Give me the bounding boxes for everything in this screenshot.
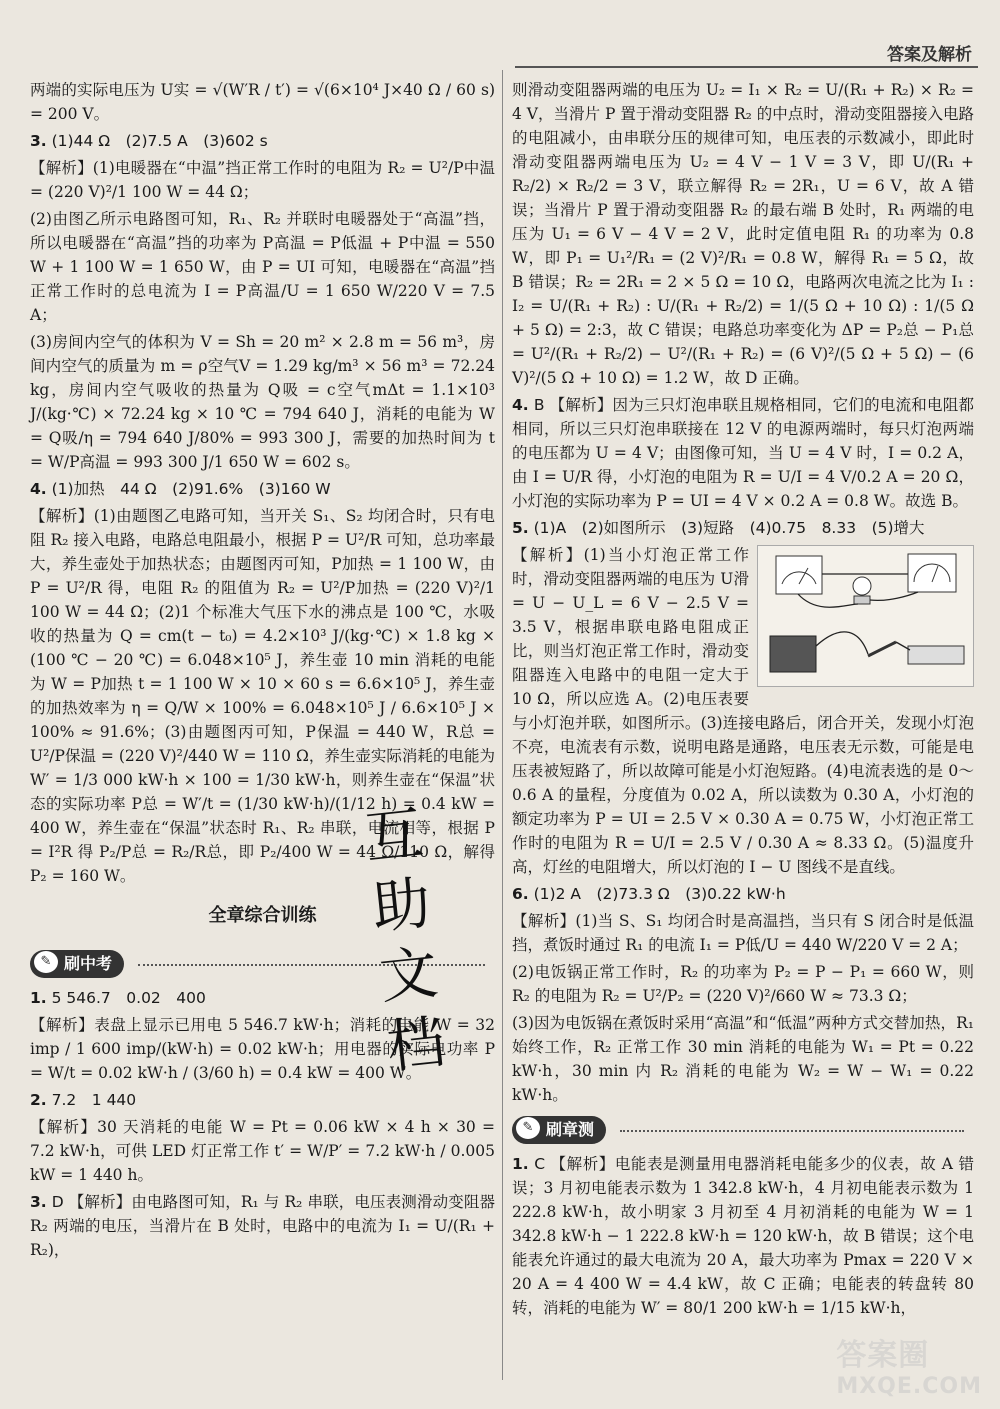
- column-divider: [502, 70, 503, 1380]
- question-number: 5.: [512, 519, 529, 537]
- question-1c: [512, 1152, 974, 1320]
- explanation: (3)因为电饭锅在煮饭时采用“高温”和“低温”两种方式交替加热，R₁ 始终工作，R₂ 正常工作 30 min 消耗的电能为 W₁ = Pt = 0.22 kW·h，30 min 内 R₂ 消耗的电能为 W₂ = W − W₁ = 0.22 kW·h。: [512, 1014, 974, 1104]
- question-number: 4.: [512, 396, 529, 414]
- paragraph: 则滑动变阻器两端的电压为 U₂ = I₁ × R₂ = U/(R₁ + R₂) × R₂ = 4 V，当滑片 P 置于滑动变阻器 R₂ 的中点时，滑动变阻器接入电路的电阻减小，由串联分压的规律可知，电压表的示数减小，即此时滑动变阻器两端电压为 U₂ = 4 V − 1 V = 3 V，即 U/(R₁ + R₂/2) × R₂/2 = 3 V，联立解得 R₂ = 2R₁，U = 6 V，故 A 错误；当滑片 P 置于滑动变阻器 R₂ 的最右端 B 处时，R₁ 两端的电压为 U₁ = 6 V − 4 V = 2 V，此时定值电阻 R₁ 的功率为 0.8 W，即 P₁ = U₁²/R₁ = (2 V)²/R₁ = 0.8 W，解得 R₁ = 5 Ω，故 B 错误；R₂ = 2R₁ = 2 × 5 Ω = 10 Ω，电路两次电流之比为 I₁ : I₂ = U/(R₁ + R₂) : U/(R₁ + R₂/2) = 1/(5 Ω + 10 Ω) : 1/(5 Ω + 5 Ω) = 2:3，故 C 错误；电路总功率变化为 ΔP = P₂总 − P₁总 = U²/(R₁ + R₂/2) − U²/(R₁ + R₂) = (6 V)²/(5 Ω + 5 Ω) − (6 V)²/(5 Ω + 10 Ω) = 1.2 W，故 D 正确。: [512, 81, 974, 387]
- explanation: (3)房间内空气的体积为 V = Sh = 20 m² × 2.8 m = 56 m³，房间内空气的质量为 m = ρ空气V = 1.29 kg/m³ × 56 m³ = 72.24 kg，房间内空气吸收的热量为 Q吸 = c空气mΔt = 1.1×10³ J/(kg·℃) × 72.24 kg × 10 ℃ = 794 640 J，消耗的电能为 W = Q吸/η = 794 640 J/80% = 993 300 J，需要的加热时间为 t = W/P高温 = 993 300 J/1 650 W = 602 s。: [30, 333, 495, 471]
- question-3: [30, 129, 495, 153]
- question-number: 2.: [30, 1091, 47, 1109]
- answer-key: D: [51, 1193, 64, 1211]
- question-5: [512, 516, 974, 540]
- switch-icon: [868, 642, 896, 656]
- right-column: [512, 78, 974, 1323]
- header-rule: [515, 66, 978, 68]
- section-title: 全章综合训练: [208, 905, 317, 926]
- explanation: 【解析】30 天消耗的电能 W = Pt = 0.06 kW × 4 h × 30 = 7.2 kW·h，可供 LED 灯正常工作 t′ = W/P′ = 7.2 kW·h / 0.005 kW = 1 440 h。: [30, 1118, 495, 1184]
- answer-key: 5 546.7 0.02 400: [51, 989, 206, 1007]
- badge-label: 刷中考: [64, 954, 113, 973]
- question-number: 6.: [512, 885, 529, 903]
- question-4: [512, 393, 974, 513]
- handwritten-stamp: 互助文档: [361, 798, 449, 1082]
- explanation: 【解析】因为三只灯泡串联且规格相同，它们的电流和电阻都相同，所以三只灯泡串联接在 12 V 的电源两端时，每只灯泡两端的电压都为 U = 4 V；由图像可知，当 U = 4 V 时，I = 0.2 A，由 I = U/R 得，小灯泡的电阻为 R = U/I = 4 V/0.2 A = 20 Ω，小灯泡的实际功率为 P = UI = 4 V × 0.2 A = 0.8 W。故选 B。: [512, 396, 974, 510]
- explanation: 【解析】表盘上显示已用电 5 546.7 kW·h；消耗的电能 W = 32 imp / 1 600 imp/(kW·h) = 0.02 kW·h；用电器的实际电功率 P = W/t = 0.02 kW·h / (3/60 h) = 0.4 kW = 400 W。: [30, 1016, 495, 1082]
- watermark-logo: [836, 1330, 982, 1399]
- ammeter-icon: [776, 556, 822, 594]
- question-2: [30, 1088, 495, 1112]
- explanation: 【解析】由电路图可知，R₁ 与 R₂ 串联，电压表测滑动变阻器 R₂ 两端的电压，当滑片在 B 处时，电路中的电流为 I₁ = U/(R₁ + R₂)，: [30, 1193, 495, 1259]
- watermark-domain: MXQE.COM: [836, 1374, 982, 1399]
- answer-key: (1)加热 44 Ω (2)91.6% (3)160 W: [51, 480, 331, 498]
- explanation: 【解析】(1)电暖器在“中温”挡正常工作时的电阻为 R₂ = U²/P中温 = (220 V)²/1 100 W = 44 Ω；: [30, 159, 495, 201]
- section-badge: [512, 1116, 606, 1144]
- voltmeter-icon: [908, 554, 956, 592]
- left-column: [30, 78, 495, 1265]
- answer-key: (1)A (2)如图所示 (3)短路 (4)0.75 8.33 (5)增大: [533, 519, 925, 537]
- pencil-icon: ✎: [516, 1117, 540, 1139]
- explanation: (2)电饭锅正常工作时，R₂ 的功率为 P₂ = P − P₁ = 660 W，则 R₂ 的电阻为 R₂ = U²/P₂ = (220 V)²/660 W ≈ 73.3 Ω；: [512, 963, 974, 1005]
- explanation: 【解析】(1)当小灯泡正常工作时，滑动变阻器两端的电压为 U滑 = U − U_L = 6 V − 2.5 V = 3.5 V，根据串联电路电阻成正比，则当灯泡正常工作时，滑动变阻器连入电路中的电阻一定大于 10 Ω，所以应选 A。(2)电压表要与小灯泡并联，如图所示。(3)连接电路后，闭合开关，发现小灯泡不亮，电流表有示数，说明电路是通路，电压表无示数，可能是电压表被短路了，所以故障可能是小灯泡短路。(4)电流表选的是 0～0.6 A 的量程，分度值为 0.02 A，所以读数为 0.30 A，小灯泡的额定功率为 P = UI = 2.5 V × 0.30 A = 0.75 W，小灯泡正常工作时的电阻为 R = U/I = 2.5 V / 0.30 A ≈ 8.33 Ω。(5)温度升高，灯丝的电阻增大，所以灯泡的 I − U 图线不是直线。: [512, 546, 974, 876]
- paragraph: 两端的实际电压为 U实 = √(W′R / t′) = √(6×10⁴ J×40 Ω / 60 s) = 200 V。: [30, 81, 495, 123]
- question-number: 3.: [30, 1193, 47, 1211]
- page-header: 答案及解析: [887, 45, 972, 65]
- question-6: [512, 882, 974, 906]
- question-number: 3.: [30, 132, 47, 150]
- answer-key: C: [534, 1155, 546, 1173]
- question-4: [30, 477, 495, 501]
- explanation: 【解析】(1)由题图乙电路可知，当开关 S₁、S₂ 均闭合时，只有电阻 R₂ 接入电路，电路总电阻最小，根据 P = U²/R 可知，总功率最大，养生壶处于加热状态；由题图丙可知，P加热 = 1 100 W，由 P = U²/R 得，电阻 R₂ 的阻值为 R₂ = U²/P加热 = (220 V)²/1 100 W = 44 Ω；(2)1 个标准大气压下水的沸点是 100 ℃，水吸收的热量为 Q = cm(t − t₀) = 4.2×10³ J/(kg·℃) × 1.8 kg × (100 ℃ − 20 ℃) = 6.048×10⁵ J，养生壶 10 min 消耗的电能为 W = P加热 t = 1 100 W × 10 × 60 s = 6.6×10⁵ J，养生壶的加热效率为 η = Q/W × 100% = 6.048×10⁵ J / 6.6×10⁵ J × 100% ≈ 91.6%；(3)由题图丙可知，P保温 = 440 W，R总 = U²/P保温 = (220 V)²/440 W = 110 Ω，养生壶实际消耗的电能为 W′ = 1/3 000 kW·h × 100 = 1/30 kW·h，则养生壶在“保温”状态的实际功率 P总 = W′/t = (1/30 kW·h)/(1/12 h) = 0.4 kW = 400 W，养生壶在“保温”状态时 R₁、R₂ 串联，电流相等，根据 P = I²R 得 P₂/P总 = R₂/R总，即 P₂/400 W = 44 Ω/110 Ω，解得 P₂ = 160 W。: [30, 507, 495, 885]
- watermark-text: 答案圈: [836, 1338, 930, 1373]
- pencil-icon: ✎: [34, 951, 58, 973]
- explanation: 【解析】电能表是测量用电器消耗电能多少的仪表，故 A 错误；3 月初电能表示数为 1 342.8 kW·h，4 月初电能表示数为 1 222.8 kW·h，故小明家 3 月初至 4 月初消耗的电能为 W = 1 342.8 kW·h − 1 222.8 kW·h = 120 kW·h，故 B 错误；这个电能表允许通过的最大电流为 20 A，最大功率为 Pmax = 220 V × 20 A = 4 400 W = 4.4 kW，故 C 正确；电能表的转盘转 80 转，消耗的电能为 W′ = 80/1 200 kW·h = 1/15 kW·h，: [512, 1155, 974, 1317]
- question-number: 1.: [512, 1155, 529, 1173]
- badge-row: [512, 1110, 974, 1152]
- bulb-icon: [853, 577, 871, 595]
- circuit-figure: [757, 545, 974, 687]
- answer-key: (1)2 A (2)73.3 Ω (3)0.22 kW·h: [533, 885, 786, 903]
- section-badge: [30, 950, 124, 978]
- badge-label: 刷章测: [546, 1120, 595, 1139]
- answer-key: B: [533, 396, 545, 414]
- explanation: (2)由图乙所示电路图可知，R₁、R₂ 并联时电暖器处于“高温”挡，所以电暖器在“高温”挡的功率为 P高温 = P低温 + P中温 = 550 W + 1 100 W = 1 650 W，由 P = UI 可知，电暖器在“高温”挡正常工作时的总电流为 I = P高温/U = 1 650 W/220 V = 7.5 A；: [30, 210, 495, 324]
- question-3b: [30, 1190, 495, 1262]
- answer-key: 7.2 1 440: [51, 1091, 137, 1109]
- explanation: 【解析】(1)当 S、S₁ 均闭合时是高温挡，当只有 S 闭合时是低温挡，煮饭时通过 R₁ 的电流 I₁ = P低/U = 440 W/220 V = 2 A；: [512, 912, 974, 954]
- answer-key: (1)44 Ω (2)7.5 A (3)602 s: [51, 132, 268, 150]
- battery-icon: [770, 636, 816, 672]
- question-number: 1.: [30, 989, 47, 1007]
- rheostat-icon: [908, 646, 964, 664]
- circuit-diagram-svg: [758, 546, 973, 686]
- bulb-socket: [854, 596, 870, 604]
- question-number: 4.: [30, 480, 47, 498]
